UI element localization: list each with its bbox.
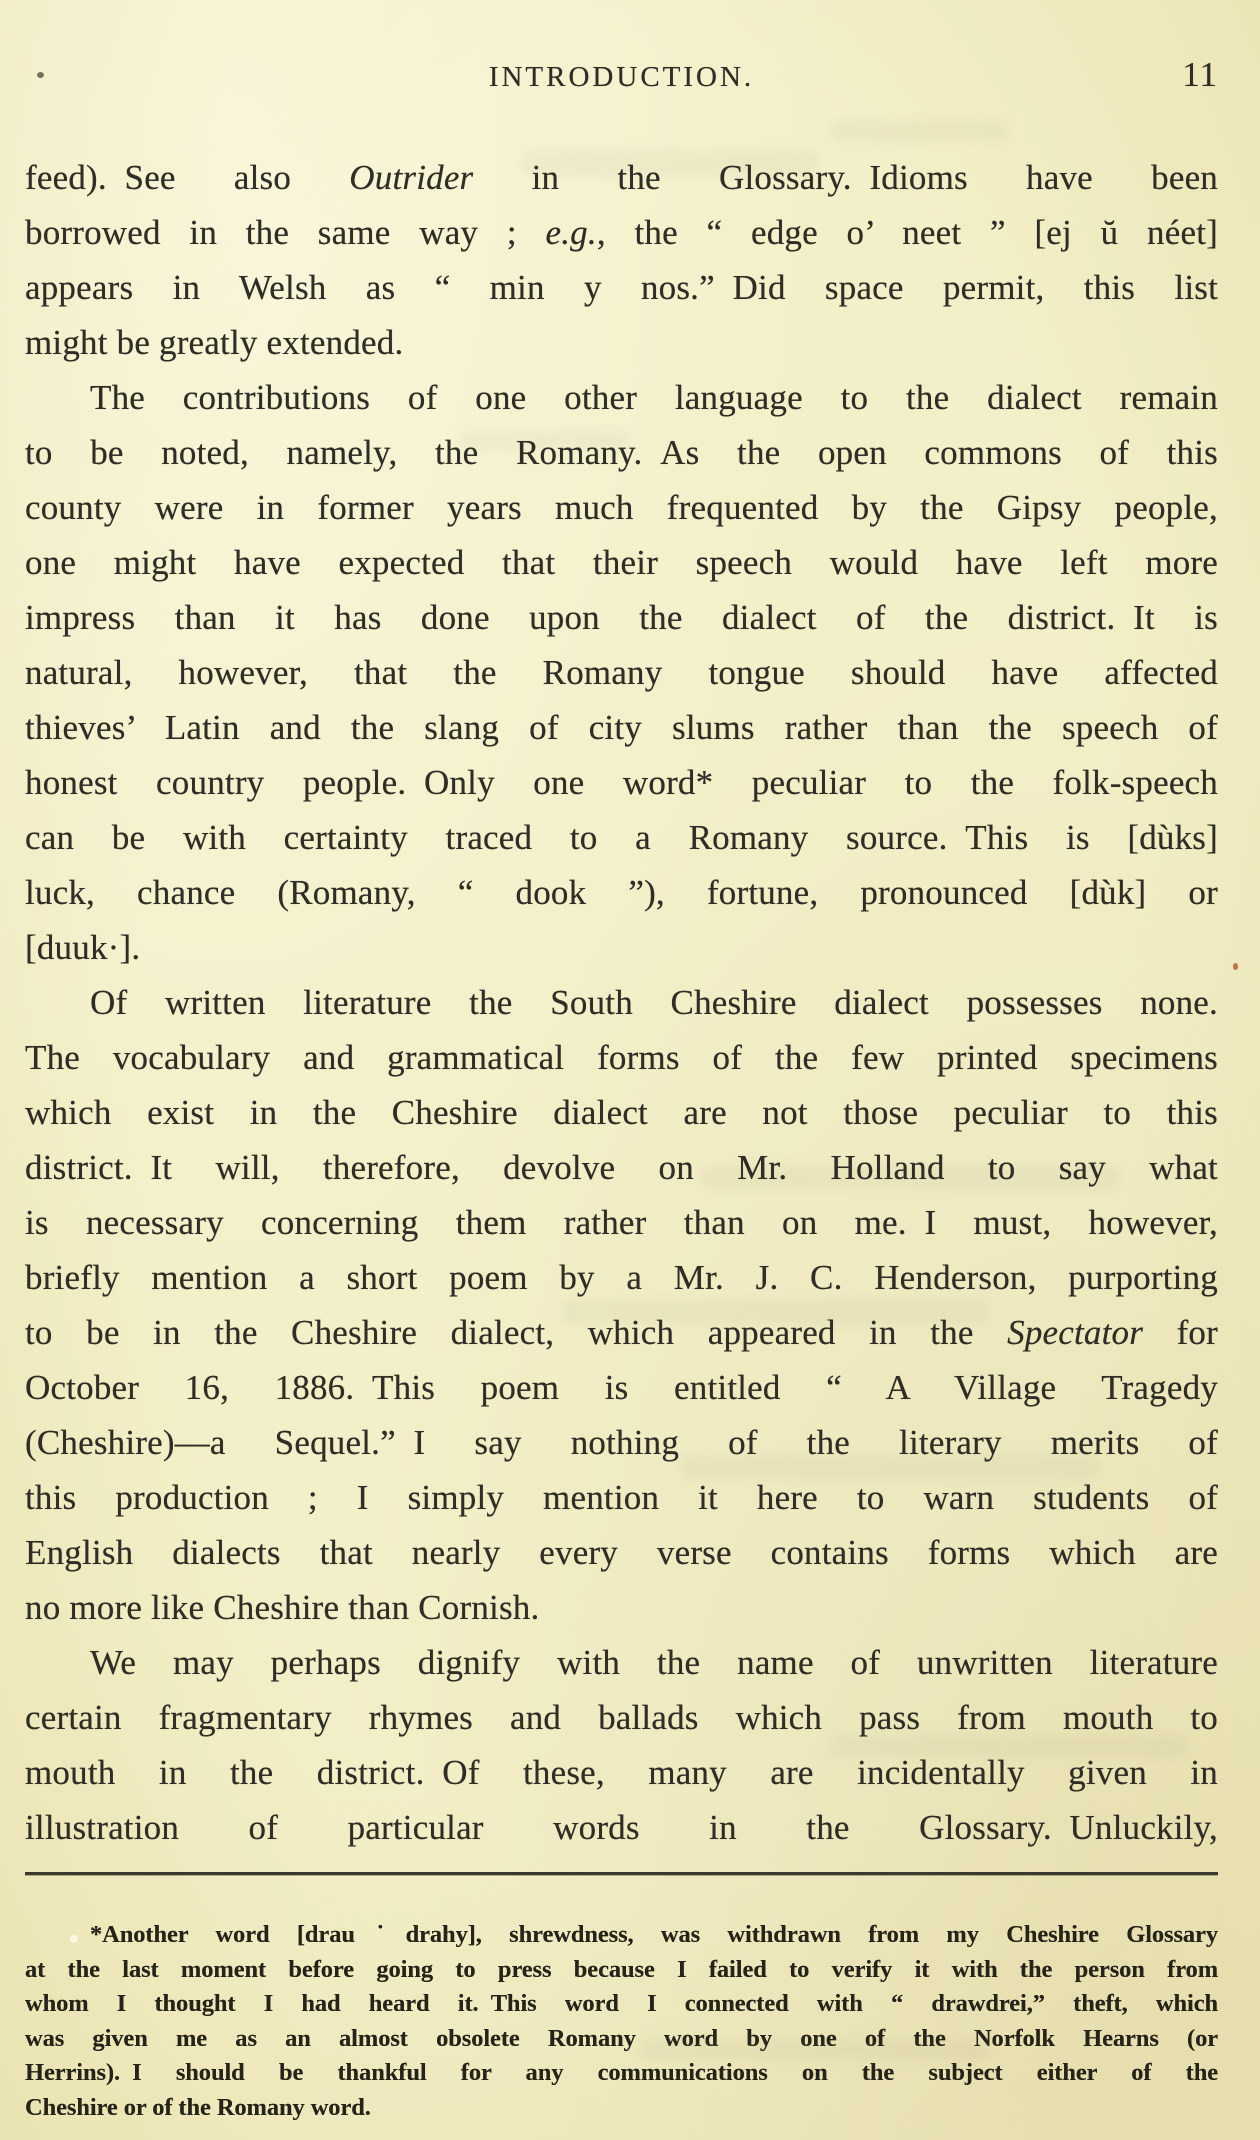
text-line bbox=[25, 1953, 1218, 1988]
text-segment: to be in the Cheshire dialect, which appeared in the bbox=[25, 1313, 1008, 1352]
text-segment: honest country people. Only one word* peculiar to the folk-speech bbox=[25, 763, 1218, 802]
text-segment: which exist in the Cheshire dialect are not those peculiar to this bbox=[25, 1093, 1218, 1132]
text-line bbox=[25, 1635, 1218, 1690]
paragraph bbox=[25, 150, 1218, 370]
text-line bbox=[25, 645, 1218, 700]
italic-text: Spectator bbox=[1007, 1313, 1144, 1352]
text-line bbox=[25, 975, 1218, 1030]
text-segment: might be greatly extended. bbox=[25, 323, 404, 362]
text-segment: borrowed in the same way ; bbox=[25, 213, 546, 252]
italic-text: e.g. bbox=[545, 213, 597, 252]
text-line bbox=[25, 920, 1218, 975]
text-line bbox=[25, 150, 1218, 205]
text-segment: mouth in the district. Of these, many are incidentally given in bbox=[25, 1753, 1218, 1792]
text-segment: was given me as an almost obsolete Romany word by one of the Norfolk Hearns (or bbox=[25, 2024, 1218, 2052]
text-line bbox=[25, 480, 1218, 535]
text-segment: Herrins). I should be thankful for any communications on the subject either of the bbox=[25, 2059, 1218, 2086]
text-line bbox=[25, 755, 1218, 810]
text-segment: briefly mention a short poem by a Mr. J. C. Henderson, purporting bbox=[25, 1258, 1218, 1297]
text-segment: certain fragmentary rhymes and ballads which pass from mouth to bbox=[25, 1698, 1218, 1737]
text-line bbox=[25, 1580, 1218, 1635]
paragraph bbox=[25, 1635, 1218, 1855]
text-segment: in the Glossary. Idioms have been bbox=[473, 158, 1219, 197]
italic-text: Outrider bbox=[349, 158, 474, 197]
text-segment: illustration of particular words in the Glossary. Unluckily, bbox=[25, 1808, 1218, 1847]
text-segment: *Another word [drau˙drahy], shrewdness, was withdrawn from my Cheshire Glossary bbox=[90, 1921, 1218, 1948]
page-number: 11 bbox=[1182, 55, 1218, 94]
text-line bbox=[25, 1305, 1218, 1360]
text-segment: for bbox=[1143, 1313, 1218, 1352]
text-line bbox=[25, 1470, 1218, 1525]
text-segment: English dialects that nearly every verse contains forms which are bbox=[25, 1533, 1218, 1572]
text-segment: is necessary concerning them rather than on me. I must, however, bbox=[25, 1203, 1218, 1242]
text-line bbox=[25, 535, 1218, 590]
text-line bbox=[25, 1745, 1218, 1800]
text-line bbox=[25, 1085, 1218, 1140]
text-segment: The contributions of one other language to the dialect remain bbox=[90, 378, 1218, 417]
page-header bbox=[25, 55, 1218, 150]
text-segment: thieves’ Latin and the slang of city slums rather than the speech of bbox=[25, 708, 1218, 747]
text-segment: impress than it has done upon the dialect of the district. It is bbox=[25, 598, 1218, 637]
text-line bbox=[25, 1690, 1218, 1745]
text-line bbox=[25, 1250, 1218, 1305]
text-line bbox=[25, 1918, 1218, 1953]
paragraph bbox=[25, 370, 1218, 975]
page-title: INTRODUCTION. bbox=[488, 61, 755, 93]
text-line bbox=[25, 590, 1218, 645]
text-segment: this production ; I simply mention it here to warn students of bbox=[25, 1478, 1218, 1517]
text-line bbox=[25, 1525, 1218, 1580]
text-segment: feed). See also bbox=[25, 158, 350, 197]
footnote bbox=[25, 1918, 1218, 2125]
text-segment: (Cheshire)—a Sequel.” I say nothing of the literary merits of bbox=[25, 1423, 1218, 1462]
text-line bbox=[25, 2091, 1218, 2126]
text-line bbox=[25, 1800, 1218, 1855]
text-segment: Of written literature the South Cheshire dialect possesses none. bbox=[90, 983, 1218, 1022]
body-text bbox=[25, 150, 1218, 1855]
paragraph bbox=[25, 975, 1218, 1635]
text-line bbox=[25, 425, 1218, 480]
text-line bbox=[25, 1360, 1218, 1415]
text-segment: October 16, 1886. This poem is entitled “ A Village Tragedy bbox=[25, 1368, 1218, 1407]
speck bbox=[1233, 963, 1238, 970]
text-segment: , the “ edge o’ neet ” [ej ŭ néet] bbox=[596, 213, 1218, 252]
text-segment: Cheshire or of the Romany word. bbox=[25, 2093, 371, 2121]
footnote-paragraph bbox=[25, 1918, 1218, 2125]
text-line bbox=[25, 370, 1218, 425]
text-line bbox=[25, 1987, 1218, 2022]
text-segment: natural, however, that the Romany tongue should have affected bbox=[25, 653, 1218, 692]
text-line bbox=[25, 865, 1218, 920]
text-segment: district. It will, therefore, devolve on Mr. Holland to say what bbox=[25, 1148, 1218, 1187]
text-line bbox=[25, 1030, 1218, 1085]
text-line bbox=[25, 1415, 1218, 1470]
text-line bbox=[25, 2022, 1218, 2057]
text-segment: can be with certainty traced to a Romany source. This is [dùks] bbox=[25, 818, 1218, 857]
text-segment: whom I thought I had heard it. This word I connected with “ drawdrei,” theft, which bbox=[25, 1990, 1218, 2017]
text-segment: We may perhaps dignify with the name of unwritten literature bbox=[90, 1643, 1218, 1682]
text-line bbox=[25, 1140, 1218, 1195]
text-line bbox=[25, 810, 1218, 865]
text-line bbox=[25, 260, 1218, 315]
text-segment: at the last moment before going to press because I failed to verify it with the person from bbox=[25, 1955, 1218, 1983]
text-line bbox=[25, 1195, 1218, 1250]
text-segment: no more like Cheshire than Cornish. bbox=[25, 1588, 540, 1627]
text-line bbox=[25, 315, 1218, 370]
text-segment: The vocabulary and grammatical forms of the few printed specimens bbox=[25, 1038, 1218, 1077]
text-segment: appears in Welsh as “ min y nos.” Did space permit, this list bbox=[25, 268, 1218, 307]
text-line bbox=[25, 700, 1218, 755]
text-segment: [duuk·]. bbox=[25, 928, 141, 967]
text-segment: to be noted, namely, the Romany. As the open commons of this bbox=[25, 433, 1218, 472]
text-line bbox=[25, 205, 1218, 260]
text-segment: one might have expected that their speech would have left more bbox=[25, 543, 1218, 582]
footnote-divider bbox=[25, 1872, 1218, 1875]
text-segment: luck, chance (Romany, “ dook ”), fortune, pronounced [dùk] or bbox=[25, 873, 1218, 912]
text-line bbox=[25, 2056, 1218, 2091]
text-segment: county were in former years much frequented by the Gipsy people, bbox=[25, 488, 1218, 527]
